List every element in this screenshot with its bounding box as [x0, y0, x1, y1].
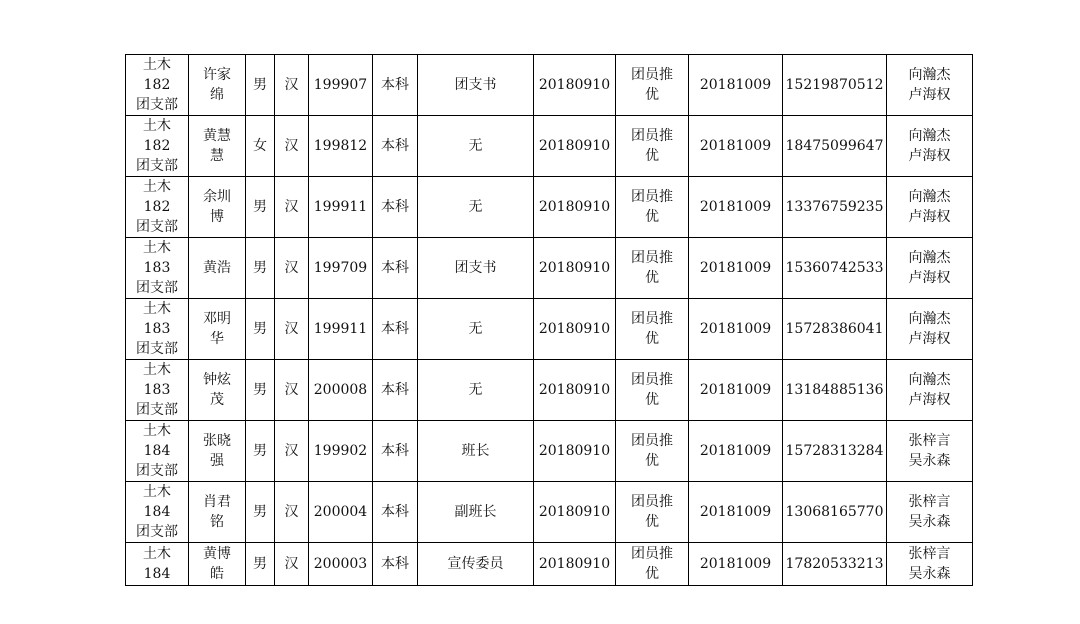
cell-branch: [126, 238, 189, 299]
referees-text: 向瀚杰 卢海权: [908, 128, 951, 164]
method-text: 团员推 优: [631, 67, 673, 103]
cell-birth: [309, 482, 373, 543]
cell-name: [189, 543, 246, 586]
join-date-text: 20180910: [538, 443, 611, 459]
name-text: 黄慧 慧: [203, 128, 231, 164]
gender-text: 男: [253, 199, 267, 215]
cell-gender: [246, 482, 275, 543]
name-text: 黄博 皓: [203, 546, 231, 582]
position-text: 宣传委员: [447, 556, 504, 572]
cell-position: [418, 421, 534, 482]
cell-birth: [309, 55, 373, 116]
table-row: [126, 299, 973, 360]
gender-text: 男: [253, 556, 267, 572]
cell-name: [189, 177, 246, 238]
position-text: 无: [468, 138, 483, 154]
cell-birth: [309, 421, 373, 482]
cell-education: [373, 116, 418, 177]
cell-referees: [887, 421, 973, 482]
cell-education: [373, 421, 418, 482]
ethnicity-text: 汉: [284, 321, 299, 337]
cell-name: [189, 360, 246, 421]
cell-education: [373, 177, 418, 238]
method-text: 团员推 优: [631, 189, 673, 225]
cell-birth: [309, 360, 373, 421]
phone-text: 15728386041: [785, 321, 884, 337]
cell-branch: [126, 482, 189, 543]
position-text: 班长: [461, 443, 490, 459]
cell-method: [616, 238, 689, 299]
education-text: 本科: [381, 504, 409, 520]
cell-join-date: [534, 55, 616, 116]
table-row: [126, 482, 973, 543]
cell-name: [189, 55, 246, 116]
approval-date-text: 20181009: [699, 77, 772, 93]
gender-text: 男: [253, 321, 267, 337]
approval-date-text: 20181009: [699, 504, 772, 520]
cell-method: [616, 55, 689, 116]
cell-education: [373, 543, 418, 586]
table-row: [126, 177, 973, 238]
cell-phone: [783, 421, 887, 482]
referees-text: 张梓言 吴永森: [908, 494, 951, 530]
cell-referees: [887, 55, 973, 116]
cell-gender: [246, 238, 275, 299]
cell-method: [616, 299, 689, 360]
phone-text: 13376759235: [785, 199, 884, 215]
cell-referees: [887, 238, 973, 299]
name-text: 许家 绵: [203, 67, 231, 103]
cell-join-date: [534, 177, 616, 238]
referees-text: 张梓言 吴永森: [908, 433, 951, 469]
table-row: [126, 543, 973, 586]
education-text: 本科: [381, 77, 409, 93]
table-row: [126, 116, 973, 177]
cell-gender: [246, 116, 275, 177]
cell-method: [616, 543, 689, 586]
cell-join-date: [534, 238, 616, 299]
cell-education: [373, 482, 418, 543]
cell-gender: [246, 55, 275, 116]
approval-date-text: 20181009: [699, 382, 772, 398]
cell-approval-date: [689, 360, 783, 421]
cell-education: [373, 238, 418, 299]
gender-text: 男: [253, 260, 267, 276]
cell-ethnicity: [275, 299, 309, 360]
ethnicity-text: 汉: [284, 504, 299, 520]
cell-branch: [126, 543, 189, 586]
cell-name: [189, 482, 246, 543]
cell-ethnicity: [275, 360, 309, 421]
cell-ethnicity: [275, 55, 309, 116]
referees-text: 张梓言 吴永森: [908, 546, 951, 582]
birth-text: 200003: [313, 556, 368, 572]
method-text: 团员推 优: [631, 433, 673, 469]
cell-method: [616, 421, 689, 482]
table-row: [126, 238, 973, 299]
cell-name: [189, 238, 246, 299]
cell-birth: [309, 299, 373, 360]
ethnicity-text: 汉: [284, 138, 299, 154]
approval-date-text: 20181009: [699, 321, 772, 337]
birth-text: 200008: [313, 382, 368, 398]
cell-approval-date: [689, 238, 783, 299]
ethnicity-text: 汉: [284, 382, 299, 398]
referees-text: 向瀚杰 卢海权: [908, 67, 951, 103]
cell-branch: [126, 360, 189, 421]
approval-date-text: 20181009: [699, 138, 772, 154]
cell-branch: [126, 421, 189, 482]
cell-phone: [783, 543, 887, 586]
ethnicity-text: 汉: [284, 199, 299, 215]
phone-text: 15728313284: [785, 443, 884, 459]
phone-text: 15219870512: [785, 77, 884, 93]
branch-text: 土木 182 团支部: [136, 179, 178, 235]
cell-branch: [126, 55, 189, 116]
cell-approval-date: [689, 299, 783, 360]
cell-position: [418, 177, 534, 238]
cell-referees: [887, 299, 973, 360]
join-date-text: 20180910: [538, 77, 611, 93]
join-date-text: 20180910: [538, 556, 611, 572]
approval-date-text: 20181009: [699, 199, 772, 215]
branch-text: 土木 184 团支部: [136, 423, 178, 479]
position-text: 团支书: [454, 260, 497, 276]
cell-method: [616, 360, 689, 421]
referees-text: 向瀚杰 卢海权: [908, 250, 951, 286]
join-date-text: 20180910: [538, 382, 611, 398]
cell-approval-date: [689, 55, 783, 116]
cell-education: [373, 55, 418, 116]
name-text: 黄浩: [203, 260, 231, 276]
cell-branch: [126, 116, 189, 177]
cell-join-date: [534, 360, 616, 421]
cell-approval-date: [689, 116, 783, 177]
cell-birth: [309, 238, 373, 299]
method-text: 团员推 优: [631, 546, 673, 582]
cell-gender: [246, 543, 275, 586]
cell-phone: [783, 238, 887, 299]
approval-date-text: 20181009: [699, 260, 772, 276]
table-row: [126, 421, 973, 482]
cell-referees: [887, 482, 973, 543]
position-text: 团支书: [454, 77, 497, 93]
phone-text: 13068165770: [785, 504, 884, 520]
cell-education: [373, 299, 418, 360]
cell-method: [616, 177, 689, 238]
join-date-text: 20180910: [538, 504, 611, 520]
cell-approval-date: [689, 421, 783, 482]
method-text: 团员推 优: [631, 494, 673, 530]
cell-ethnicity: [275, 421, 309, 482]
cell-method: [616, 482, 689, 543]
cell-phone: [783, 360, 887, 421]
table-body: [126, 55, 973, 586]
cell-birth: [309, 116, 373, 177]
gender-text: 男: [253, 443, 267, 459]
education-text: 本科: [381, 556, 409, 572]
cell-ethnicity: [275, 238, 309, 299]
referees-text: 向瀚杰 卢海权: [908, 372, 951, 408]
branch-text: 土木 183 团支部: [136, 301, 178, 357]
cell-referees: [887, 543, 973, 586]
phone-text: 17820533213: [785, 556, 884, 572]
cell-position: [418, 116, 534, 177]
cell-join-date: [534, 543, 616, 586]
cell-referees: [887, 360, 973, 421]
cell-ethnicity: [275, 116, 309, 177]
cell-phone: [783, 177, 887, 238]
birth-text: 199907: [313, 77, 368, 93]
cell-position: [418, 238, 534, 299]
cell-phone: [783, 116, 887, 177]
cell-join-date: [534, 421, 616, 482]
education-text: 本科: [381, 199, 409, 215]
cell-position: [418, 55, 534, 116]
gender-text: 男: [253, 382, 267, 398]
education-text: 本科: [381, 321, 409, 337]
referees-text: 向瀚杰 卢海权: [908, 189, 951, 225]
cell-join-date: [534, 116, 616, 177]
name-text: 张晓 强: [203, 433, 231, 469]
ethnicity-text: 汉: [284, 260, 299, 276]
cell-gender: [246, 360, 275, 421]
cell-ethnicity: [275, 543, 309, 586]
cell-approval-date: [689, 482, 783, 543]
cell-gender: [246, 299, 275, 360]
phone-text: 13184885136: [785, 382, 884, 398]
table-row: [126, 360, 973, 421]
cell-name: [189, 116, 246, 177]
cell-education: [373, 360, 418, 421]
cell-approval-date: [689, 177, 783, 238]
gender-text: 男: [253, 77, 267, 93]
name-text: 肖君 铭: [203, 494, 231, 530]
ethnicity-text: 汉: [284, 556, 299, 572]
ethnicity-text: 汉: [284, 77, 299, 93]
approval-date-text: 20181009: [699, 443, 772, 459]
cell-referees: [887, 177, 973, 238]
education-text: 本科: [381, 260, 409, 276]
education-text: 本科: [381, 382, 409, 398]
method-text: 团员推 优: [631, 372, 673, 408]
cell-ethnicity: [275, 482, 309, 543]
birth-text: 200004: [313, 504, 368, 520]
cell-name: [189, 421, 246, 482]
phone-text: 18475099647: [785, 138, 884, 154]
cell-join-date: [534, 299, 616, 360]
education-text: 本科: [381, 138, 409, 154]
branch-text: 土木 183 团支部: [136, 240, 178, 296]
method-text: 团员推 优: [631, 128, 673, 164]
name-text: 钟炫 茂: [203, 372, 231, 408]
gender-text: 男: [253, 504, 267, 520]
branch-text: 土木 182 团支部: [136, 57, 178, 113]
ethnicity-text: 汉: [284, 443, 299, 459]
method-text: 团员推 优: [631, 250, 673, 286]
join-date-text: 20180910: [538, 138, 611, 154]
cell-position: [418, 543, 534, 586]
birth-text: 199709: [313, 260, 368, 276]
cell-position: [418, 360, 534, 421]
cell-name: [189, 299, 246, 360]
table-row: [126, 55, 973, 116]
cell-ethnicity: [275, 177, 309, 238]
cell-birth: [309, 177, 373, 238]
method-text: 团员推 优: [631, 311, 673, 347]
referees-text: 向瀚杰 卢海权: [908, 311, 951, 347]
cell-phone: [783, 299, 887, 360]
branch-text: 土木 182 团支部: [136, 118, 178, 174]
cell-birth: [309, 543, 373, 586]
cell-method: [616, 116, 689, 177]
cell-position: [418, 299, 534, 360]
birth-text: 199911: [313, 199, 368, 215]
join-date-text: 20180910: [538, 199, 611, 215]
position-text: 副班长: [454, 504, 497, 520]
cell-gender: [246, 177, 275, 238]
education-text: 本科: [381, 443, 409, 459]
cell-phone: [783, 482, 887, 543]
position-text: 无: [468, 321, 483, 337]
position-text: 无: [468, 199, 483, 215]
approval-date-text: 20181009: [699, 556, 772, 572]
cell-branch: [126, 177, 189, 238]
name-text: 余圳 博: [203, 189, 231, 225]
cell-approval-date: [689, 543, 783, 586]
cell-branch: [126, 299, 189, 360]
branch-text: 土木 184: [143, 546, 171, 582]
cell-gender: [246, 421, 275, 482]
member-table: [125, 54, 973, 586]
name-text: 邓明 华: [203, 311, 231, 347]
birth-text: 199812: [313, 138, 368, 154]
phone-text: 15360742533: [785, 260, 884, 276]
join-date-text: 20180910: [538, 321, 611, 337]
cell-position: [418, 482, 534, 543]
cell-join-date: [534, 482, 616, 543]
branch-text: 土木 184 团支部: [136, 484, 178, 540]
join-date-text: 20180910: [538, 260, 611, 276]
birth-text: 199902: [313, 443, 368, 459]
cell-phone: [783, 55, 887, 116]
gender-text: 女: [253, 138, 267, 154]
birth-text: 199911: [313, 321, 368, 337]
cell-referees: [887, 116, 973, 177]
position-text: 无: [468, 382, 483, 398]
branch-text: 土木 183 团支部: [136, 362, 178, 418]
